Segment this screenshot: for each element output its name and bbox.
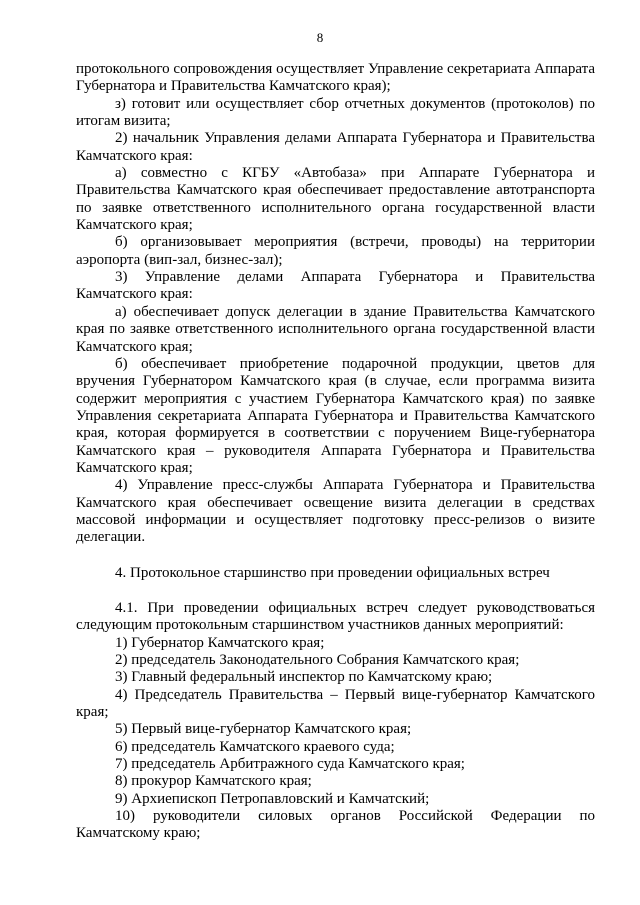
list-item: 4) Председатель Правительства – Первый вице-губернатор Камчатского края;	[76, 686, 595, 721]
list-item: 3) Главный федеральный инспектор по Камчатскому краю;	[115, 669, 493, 686]
paragraph: б) организовывает мероприятия (встречи, проводы) на территории аэропорта (вип-зал, бизнес-зал);	[76, 234, 595, 268]
list-item: 6) председатель Камчатского краевого суда;	[115, 738, 395, 755]
paragraph: протокольного сопровождения осуществляет Управление секретариата Аппарата Губернатора и Правительства Камчатского края);	[76, 61, 595, 95]
paragraph: б) обеспечивает приобретение подарочной продукции, цветов для вручения Губернатором Камчатского края (в случае, если программа визита содержит мероприятия с участием Губернатора Камчатского края) по заявке Управления секретариата Аппарата Губернатора и Правительства Камчатского края, которая формируется в соответствии с поручением Вице-губернатора Камчатского края – руководителя Аппарата Губернатора и Правительства Камчатского края;	[76, 355, 595, 476]
list-item: 5) Первый вице-губернатор Камчатского края;	[115, 721, 412, 738]
paragraph: 2) начальник Управления делами Аппарата Губернатора и Правительства Камчатского края:	[76, 130, 595, 164]
paragraph: 4) Управление пресс-службы Аппарата Губернатора и Правительства Камчатского края обеспечивает освещение визита делегации в средствах массовой информации и осуществляет подготовку пресс-релизов о визите делегации.	[76, 477, 595, 546]
paragraph: а) обеспечивает допуск делегации в здание Правительства Камчатского края по заявке ответственного исполнительного органа государственной власти Камчатского края;	[76, 303, 595, 355]
paragraph: а) совместно с КГБУ «Автобаза» при Аппарате Губернатора и Правительства Камчатского края обеспечивает предоставление автотранспорта по заявке ответственного исполнительного органа государственной власти Камчатского края;	[76, 165, 595, 234]
paragraph: 3) Управление делами Аппарата Губернатора и Правительства Камчатского края:	[76, 269, 595, 303]
list-item: 8) прокурор Камчатского края;	[115, 773, 312, 790]
list-item: 9) Архиепископ Петропавловский и Камчатский;	[115, 790, 430, 807]
list-item: 7) председатель Арбитражного суда Камчатского края;	[115, 756, 465, 773]
page-number: 8	[316, 30, 324, 45]
list-item: 2) председатель Законодательного Собрания Камчатского края;	[115, 652, 520, 668]
list-item: 1) Губернатор Камчатского края;	[115, 634, 325, 651]
section-heading: 4. Протокольное старшинство при проведении официальных встреч	[115, 564, 550, 581]
document-body	[76, 61, 595, 843]
paragraph: з) готовит или осуществляет сбор отчетных документов (протоколов) по итогам визита;	[76, 95, 595, 130]
paragraph: 4.1. При проведении официальных встреч следует руководствоваться следующим протокольным старшинством участников данных мероприятий:	[76, 599, 595, 634]
list-item: 10) руководители силовых органов Российской Федерации по Камчатскому краю;	[76, 808, 595, 842]
